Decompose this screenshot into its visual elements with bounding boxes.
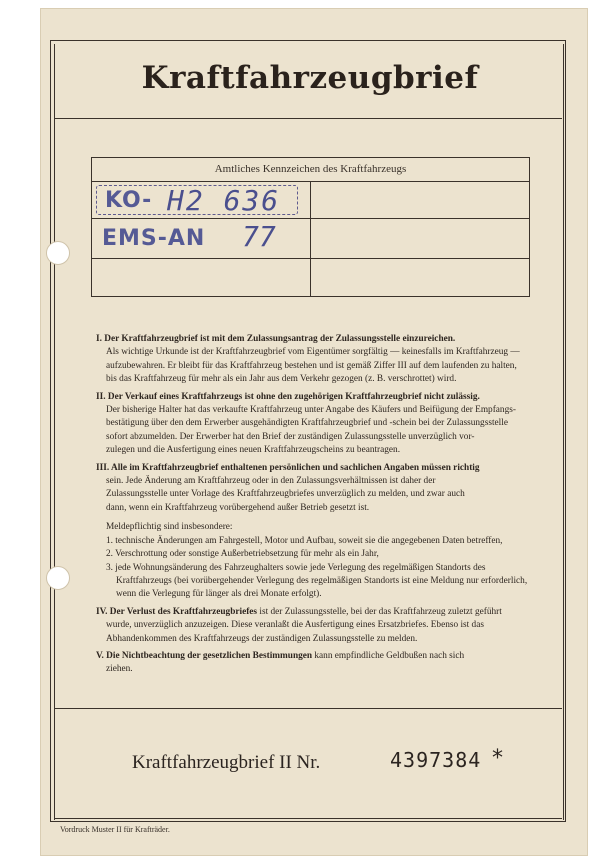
plate-2-prefix: EMS-AN — [102, 226, 206, 251]
rule-5 — [96, 650, 536, 677]
rule-line: bestätigung über den dem Erwerber ausgehändigten Kraftfahrzeugbrief und -schein bei der Zulassungsstelle — [106, 418, 508, 429]
rule-heading: Der Verkauf eines Kraftfahrzeugs ist ohne den zugehörigen Kraftfahrzeugbrief nicht zulässig. — [107, 391, 480, 402]
meldepflichtig-item: 3. jede Wohnungsänderung des Fahrzeughalters sowie jede Verlegung des regelmäßigen Standorts des — [106, 562, 486, 573]
rule-line: sein. Jede Änderung am Kraftfahrzeug oder in den Zulassungsverhältnissen ist daher der — [106, 476, 436, 487]
rule-1 — [96, 333, 536, 387]
rule-line: zulegen und die Ausfertigung eines neuen Kraftfahrzeugscheins zu beantragen. — [106, 445, 401, 456]
rule-body — [96, 475, 536, 515]
meldepflichtig-item: wenn die Verlegung für länger als drei Monate erfolgt). — [116, 589, 322, 600]
table-row-divider — [92, 258, 529, 259]
rule-line: aufzubewahren. Er bleibt für das Kraftfahrzeug bestehen und ist gemäß Ziffer III auf dem laufenden zu halten, — [106, 360, 517, 371]
rule-number: V. — [96, 650, 104, 661]
rule-body — [96, 663, 536, 676]
meldepflichtig-item: 1. technische Änderungen am Fahrgestell, Motor und Aufbau, soweit sie die angegebenen Daten betreffen, — [106, 535, 503, 546]
rule-number: II. — [96, 391, 106, 402]
punch-hole-bottom — [46, 566, 70, 590]
footer-title: Kraftfahrzeugbrief II Nr. — [132, 752, 321, 773]
rule-heading: Alle im Kraftfahrzeugbrief enthaltenen persönlichen und sachlichen Angaben müssen richtig — [111, 462, 480, 473]
rule-line: sofort abzumelden. Der Erwerber hat den Brief der zuständigen Zulassungsstelle unverzüglich vor- — [106, 431, 475, 442]
rule-line: ziehen. — [106, 664, 133, 675]
meldepflichtig-block — [96, 521, 536, 601]
rule-heading: Der Verlust des Kraftfahrzeugbriefes — [109, 606, 258, 617]
rule-body — [96, 619, 536, 646]
meldepflichtig-item: Kraftfahrzeugs (bei vorübergehender Verlegung des regelmäßigen Standorts ist eine Meldung nur erforderlich, — [116, 575, 528, 586]
footer-divider — [54, 708, 562, 709]
document-title: Kraftfahrzeugbrief — [141, 60, 479, 96]
plate-2-number: 77 — [242, 220, 276, 253]
table-column-divider — [310, 182, 311, 296]
plate-1-number: H2 636 — [167, 184, 281, 217]
rule-number: IV. — [96, 606, 108, 617]
rule-line: Der bisherige Halter hat das verkaufte Kraftfahrzeug unter Angabe des Käufers und Beifügung der Empfangs- — [106, 405, 516, 416]
rule-line: bis das Kraftfahrzeug für mehr als ein Jahr aus dem Verkehr gezogen (z. B. verschrottet) wird. — [106, 374, 457, 385]
footer-bottom-border — [54, 818, 562, 819]
printer-note: Vordruck Muster II für Krafträder. — [60, 825, 170, 834]
rule-number: III. — [96, 462, 110, 473]
rule-line: Als wichtige Urkunde ist der Kraftfahrzeugbrief vom Eigentümer sorgfältig — keinesfalls im Kraftfahrzeug — — [106, 347, 520, 358]
table-row-divider — [92, 218, 529, 219]
document-number: 4397384 — [390, 748, 482, 772]
rule-body — [96, 404, 536, 458]
rule-3 — [96, 462, 536, 602]
meldepflichtig-intro: Meldepflichtig sind insbesondere: — [106, 522, 233, 533]
rule-heading: Die Nichtbeachtung der gesetzlichen Bestimmungen — [106, 650, 313, 661]
rule-heading: Der Kraftfahrzeugbrief ist mit dem Zulassungsantrag der Zulassungsstelle einzureichen. — [104, 334, 456, 344]
punch-hole-top — [46, 241, 70, 265]
meldepflichtig-item: 2. Verschrottung oder sonstige Außerbetriebsetzung für mehr als ein Jahr, — [106, 549, 379, 560]
rule-line: ist der Zulassungsstelle, bei der das Kraftfahrzeug zuletzt geführt — [259, 606, 502, 617]
rule-line: wurde, unverzüglich anzuzeigen. Diese veranlaßt die Ausfertigung eines Ersatzbriefes. Ebenso ist das — [106, 620, 484, 631]
rule-line: Zulassungsstelle unter Vorlage des Kraftfahrzeugbriefes unverzüglich zu melden, und zwar auch — [106, 489, 465, 500]
plate-table-header: Amtliches Kennzeichen des Kraftfahrzeugs — [92, 158, 529, 182]
rule-4 — [96, 606, 536, 646]
plate-1-prefix: KO- — [105, 188, 153, 213]
regulations-text — [96, 333, 536, 681]
rule-line: kann empfindliche Geldbußen nach sich — [314, 650, 465, 661]
asterisk-mark: * — [492, 746, 503, 771]
title-divider — [54, 118, 562, 119]
rule-2 — [96, 391, 536, 458]
rule-number: I. — [96, 334, 102, 344]
rule-body — [96, 346, 536, 386]
rule-line: dann, wenn ein Kraftfahrzeug vorübergehend außer Betrieb gesetzt ist. — [106, 502, 370, 513]
plate-stamp-1 — [96, 185, 298, 215]
license-plate-table — [91, 157, 530, 297]
rule-line: Abhandenkommen des Kraftfahrzeugs der zuständigen Zulassungsstelle zu melden. — [106, 633, 418, 644]
